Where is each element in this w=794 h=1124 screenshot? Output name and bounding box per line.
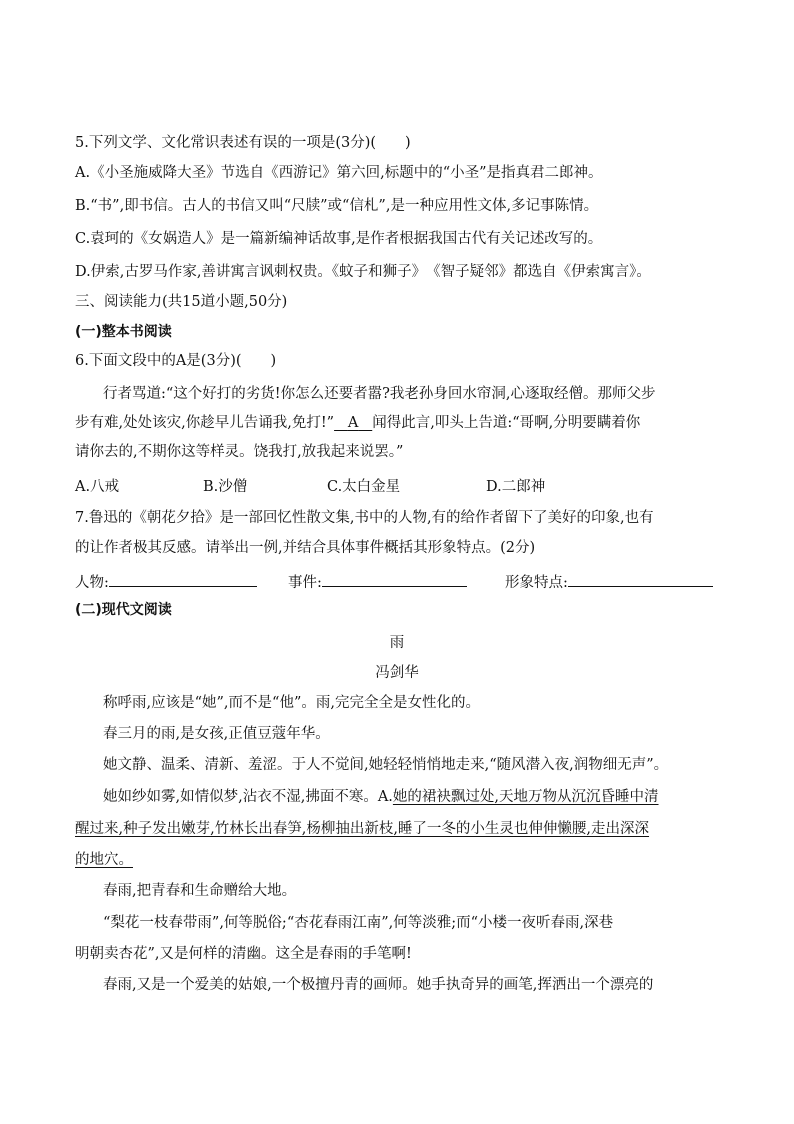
subsection-2-heading: (二)现代文阅读 [75,602,172,618]
q7-event-blank[interactable] [322,571,467,587]
q5-stem: 5.下列文学、文化常识表述有误的一项是(3分)( ) [75,135,411,151]
article-paragraph-1: 称呼雨,应该是“她”,而不是“他”。雨,完完全全是女性化的。 [103,695,480,711]
article-paragraph-6-line-1: “梨花一枝春带雨”,何等脱俗;“杏花春雨江南”,何等淡雅;而“小楼一夜听春雨,深巷 [103,915,614,931]
q7-person-blank[interactable] [109,571,257,587]
article-paragraph-4-line-1 [103,787,659,807]
q6-blank-label: A [347,415,359,431]
q7-stem-line-1: 7.鲁迅的《朝花夕拾》是一部回忆性散文集,书中的人物,有的给作者留下了美好的印象,也有 [75,510,654,526]
q6-option: D.二郎神 [486,479,546,495]
q6-stem: 6.下面文段中的A是(3分)( ) [75,353,277,369]
q5-option-a: A.《小圣施威降大圣》节选自《西游记》第六回,标题中的“小圣”是指真君二郎神。 [75,165,603,181]
q5-option-b: B.“书”,即书信。古人的书信又叫“尺牍”或“信札”,是一种应用性文体,多记事陈情。 [75,198,599,214]
subsection-1-heading: (一)整本书阅读 [75,324,172,340]
q6-option: C.太白金星 [327,479,401,495]
q7-trait-label: 形象特点: [505,575,568,591]
article-paragraph-4-line-3: 的地穴。 [75,852,133,868]
q7-event-field [288,571,467,593]
q6-option: B.沙僧 [203,479,248,495]
article-paragraph-4-text: 她如纱如雾,如情似梦,沾衣不湿,拂面不寒。A. [103,789,393,805]
q5-option-c: C.袁珂的《女娲造人》是一篇新编神话故事,是作者根据我国古代有关记述改写的。 [75,231,603,247]
q6-passage-text-before-blank: 步有难,处处该灾,你趁早儿告诵我,免打!” [75,415,335,431]
article-paragraph-6-line-2: 明朝卖杏花”,又是何样的清幽。这全是春雨的手笔啊! [75,946,412,962]
q7-event-label: 事件: [288,575,322,591]
q6-passage-line-3: 请你去的,不期你这等样灵。饶我打,放我起来说罢。” [75,444,404,460]
article-underlined-sentence-a: 她的裙袂飘过处,天地万物从沉沉昏睡中清 [392,789,659,805]
q7-stem-line-2: 的让作者极其反感。请举出一例,并结合具体事件概括其形象特点。(2分) [75,540,536,556]
q6-passage-line-1: 行者骂道:“这个好打的劣货!你怎么还要者嚣?我老孙身回水帘洞,心逐取经僧。那师父步 [103,386,656,402]
q7-trait-blank[interactable] [568,571,713,587]
article-paragraph-2: 春三月的雨,是女孩,正值豆蔻年华。 [103,726,330,742]
q6-passage-text-after-blank: 闻得此言,叩头上告道:“哥啊,分明要瞒着你 [372,415,641,431]
article-title: 雨 [389,635,405,651]
q6-passage-line-2 [75,413,640,433]
article-paragraph-3: 她文静、温柔、清新、羞涩。于人不觉间,她轻轻悄悄地走来,“随风潜入夜,润物细无声”。 [103,757,669,773]
q7-person-field [75,571,257,593]
article-author: 冯剑华 [375,665,419,681]
article-paragraph-5: 春雨,把青春和生命赠给大地。 [103,883,297,899]
section-3-heading: 三、阅读能力(共15道小题,50分) [75,294,288,310]
q7-person-label: 人物: [75,575,109,591]
q5-option-d: D.伊索,古罗马作家,善讲寓言讽刺权贵。《蚊子和狮子》 《智子疑邻》都选自《伊索寓言》。 [75,264,651,280]
q6-blank-marker [334,415,372,431]
q6-option: A.八戒 [75,479,120,495]
q7-trait-field [505,571,713,593]
article-paragraph-4-line-2: 醒过来,种子发出嫩芽,竹林长出春笋,杨柳抽出新枝,睡了一冬的小生灵也伸伸懒腰,走出深深 [75,821,650,837]
article-paragraph-7: 春雨,又是一个爱美的姑娘,一个极擅丹青的画师。她手执奇异的画笔,挥洒出一个漂亮的 [103,977,654,993]
